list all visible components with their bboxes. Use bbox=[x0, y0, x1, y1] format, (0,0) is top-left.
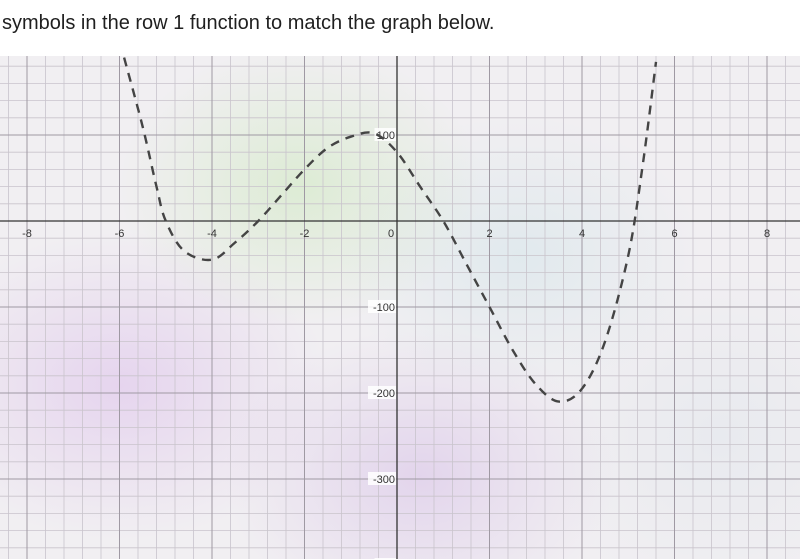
major-grid bbox=[0, 56, 800, 559]
x-tick-label: -4 bbox=[207, 228, 217, 240]
header bbox=[0, 0, 800, 56]
y-tick-label: -300 bbox=[372, 474, 395, 486]
y-tick-label: 100 bbox=[376, 130, 395, 142]
x-tick-label: 6 bbox=[671, 228, 678, 240]
x-tick-label: -2 bbox=[299, 228, 310, 240]
x-tick-label: 0 bbox=[387, 228, 395, 240]
y-tick-label: -100 bbox=[372, 302, 395, 314]
y-tick-label: -200 bbox=[372, 388, 395, 400]
x-tick-label: 4 bbox=[578, 228, 586, 240]
x-tick-label: -8 bbox=[22, 228, 32, 240]
x-tick-label: 2 bbox=[486, 228, 493, 240]
graph-area bbox=[0, 56, 800, 559]
x-tick-label: -6 bbox=[114, 228, 125, 240]
tick-labels bbox=[22, 128, 770, 559]
instruction-text: symbols in the row 1 function to match the graph below. bbox=[2, 12, 495, 34]
function-graph bbox=[0, 56, 800, 559]
x-tick-label: 8 bbox=[763, 228, 771, 240]
